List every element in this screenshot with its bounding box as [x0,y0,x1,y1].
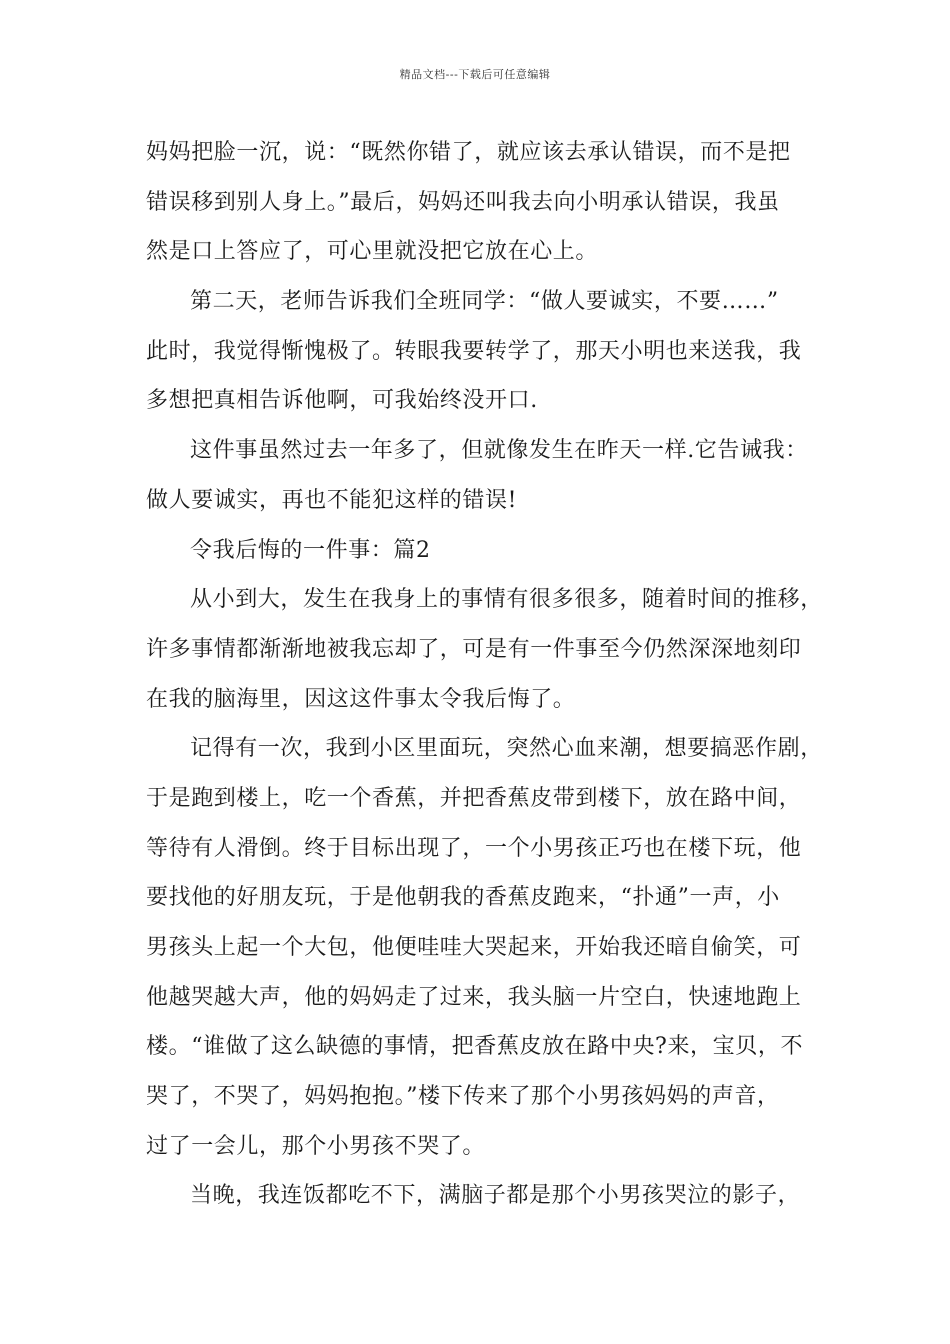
text-line: 然是口上答应了，可心里就没把它放在心上。 [146,239,599,265]
text-line: 男孩头上起一个大包，他便哇哇大哭起来，开始我还暗自偷笑，可 [146,935,802,960]
text-line: 许多事情都渐渐地被我忘却了，可是有一件事至今仍然深深地刻印 [146,636,802,662]
text-line: 多想把真相告诉他啊，可我始终没开口. [146,388,538,414]
text-line: 于是跑到楼上，吃一个香蕉，并把香蕉皮带到楼下，放在路中间， [146,785,802,811]
section-heading: 令我后悔的一件事：篇2 [190,537,431,563]
text-line: 第二天，老师告诉我们全班同学：“做人要诚实，不要……” [190,289,779,315]
text-line: 要找他的好朋友玩，于是他朝我的香蕉皮跑来，“扑通”一声，小 [146,885,780,911]
text-line: 他越哭越大声，他的妈妈走了过来，我头脑一片空白，快速地跑上 [146,984,802,1010]
page-header: 精品文档---下载后可任意编辑 [399,68,551,81]
text-line: 妈妈把脸一沉，说：“既然你错了，就应该去承认错误，而不是把 [146,140,791,165]
text-line: 等待有人滑倒。终于目标出现了，一个小男孩正巧也在楼下玩，他 [146,835,802,861]
text-line: 楼。“谁做了这么缺德的事情，把香蕉皮放在路中央?来，宝贝，不 [146,1034,804,1060]
text-line: 哭了，不哭了，妈妈抱抱。”楼下传来了那个小男孩妈妈的声音， [146,1084,780,1110]
text-line: 做人要诚实，再也不能犯这样的错误! [146,487,518,513]
text-line: 此时，我觉得惭愧极了。转眼我要转学了，那天小明也来送我，我 [146,338,802,364]
text-line: 这件事虽然过去一年多了，但就像发生在昨天一样.它告诫我： [190,438,808,464]
text-line: 错误移到别人身上。”最后，妈妈还叫我去向小明承认错误，我虽 [146,189,780,215]
text-line: 记得有一次，我到小区里面玩，突然心血来潮，想要搞恶作剧， [190,736,823,762]
document-body [146,128,823,1221]
text-line: 从小到大，发生在我身上的事情有很多很多，随着时间的推移， [190,587,823,613]
text-line: 当晚，我连饭都吃不下，满脑子都是那个小男孩哭泣的影子， [190,1183,801,1209]
text-line: 过了一会儿，那个小男孩不哭了。 [146,1133,486,1159]
text-line: 在我的脑海里，因这这件事太令我后悔了。 [146,686,576,712]
